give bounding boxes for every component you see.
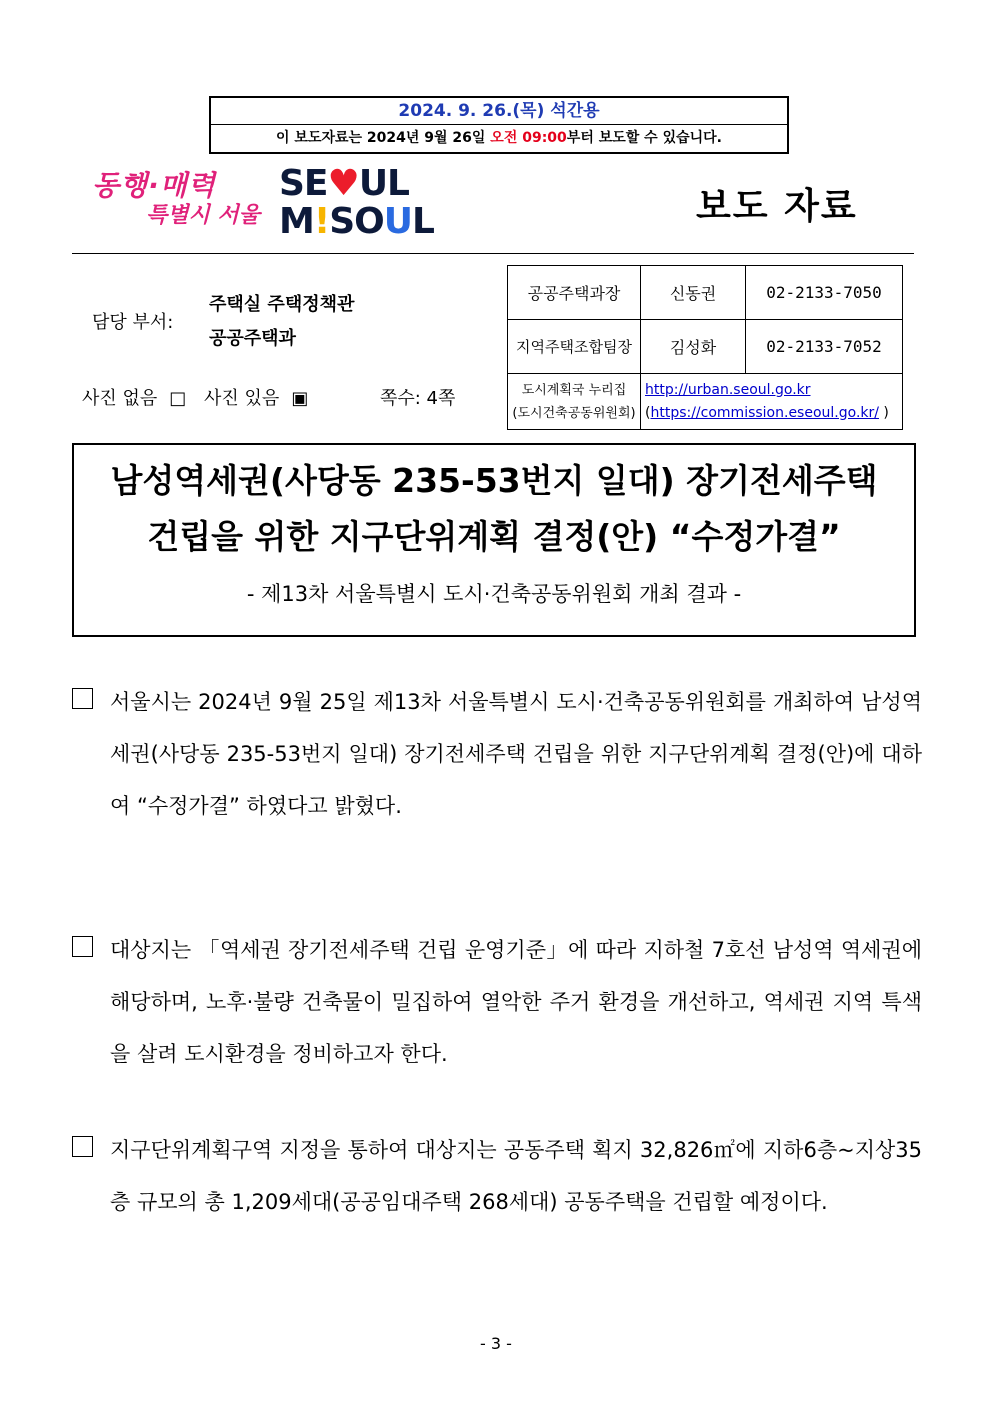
portal-role-line2: (도시건축공동위원회) [512,405,636,421]
department-names [209,288,354,356]
portal-role-line1: 도시계획국 누리집 [521,382,627,398]
portal-links [641,374,903,430]
bullet-box-icon [72,1136,93,1157]
paren-open: ( [645,404,651,421]
seoul-logo-ul: UL [358,163,409,204]
department-line2: 공공주택과 [209,328,296,349]
contact-role: 지역주택조합팀장 [508,320,641,374]
header-divider [72,253,914,254]
photo-yes-label: 사진 있음 [204,388,280,409]
photo-none-label: 사진 없음 [82,388,158,409]
department-line1: 주택실 주택정책관 [209,294,355,315]
seoul-logo-line1 [279,163,409,204]
heart-icon: ♥ [327,163,359,204]
seoul-logo-so: SO [329,201,384,242]
contact-phone: 02-2133-7050 [746,266,903,320]
department-label: 담당 부서: [92,312,174,333]
empty-checkbox-icon: □ [169,388,187,409]
bullet-box-icon [72,688,93,709]
notice-suffix: 부터 보도할 수 있습니다. [566,130,722,146]
exclamation-icon: ! [313,201,330,242]
page-number: - 3 - [480,1334,512,1353]
embargo-notice [211,125,787,151]
seoul-my-soul-logo [279,163,434,245]
portal-row [508,374,903,430]
paragraph [72,676,922,832]
commission-site-link[interactable]: https://commission.eseoul.go.kr/ [650,404,879,421]
notice-prefix: 이 보도자료는 2024년 9월 26일 [276,130,491,146]
headline-line2: 건립을 위한 지구단위계획 결정(안) “수정가결” [147,517,841,556]
headline-line1: 남성역세권(사당동 235-53번지 일대) 장기전세주택 [110,461,878,500]
contact-row [508,266,903,320]
checked-checkbox-icon: ▣ [291,388,309,409]
seoul-logo-l: L [412,201,434,242]
contact-phone: 02-2133-7052 [746,320,903,374]
slogan-line1: 동행·매력 [92,169,216,202]
paragraph-text: 지구단위계획구역 지정을 통하여 대상지는 공동주택 획지 32,826㎡에 지하6층~지상35층 규모의 총 1,209세대(공공임대주택 268세대) 공동주택을 건립할 예정이다. [110,1138,922,1214]
contact-role: 공공주택과장 [508,266,641,320]
headline-box [72,443,916,637]
paragraph [72,1124,922,1228]
portal-role [508,374,641,430]
headline-subtitle: - 제13차 서울특별시 도시·건축공동위원회 개최 결과 - [246,582,742,606]
seoul-logo-u: U [383,201,413,242]
contact-name: 신동권 [641,266,746,320]
embargo-box [209,96,789,154]
urban-site-link[interactable]: http://urban.seoul.go.kr [645,381,811,398]
paragraph-text: 서울시는 2024년 9월 25일 제13차 서울특별시 도시·건축공동위원회를 개최하여 남성역세권(사당동 235-53번지 일대) 장기전세주택 건립을 위한 지구단위계획 결정(안)에 대하여 “수정가결” 하였다고 밝혔다. [110,690,922,818]
paragraph-text: 대상지는 「역세권 장기전세주택 건립 운영기준」에 따라 지하철 7호선 남성역 역세권에 해당하며, 노후·불량 건축물이 밀집하여 열악한 주거 환경을 개선하고, 역세권 지역 특색을 살려 도시환경을 정비하고자 한다. [110,938,922,1066]
notice-time: 오전 09:00 [490,130,567,146]
seoul-logo-line2 [279,201,434,242]
contact-name: 김성화 [641,320,746,374]
contacts-table [507,265,903,430]
press-release-title: 보도 자료 [696,186,858,227]
contact-row [508,320,903,374]
bullet-box-icon [72,936,93,957]
page-count: 쪽수: 4쪽 [380,388,456,409]
paragraph [72,924,922,1080]
slogan-line2: 특별시 서울 [146,203,260,228]
paren-close: ) [878,404,889,421]
embargo-date: 2024. 9. 26.(목) 석간용 [211,98,787,125]
seoul-logo-se: SE [279,163,328,204]
photo-status [82,384,320,410]
seoul-logo-m: M [279,201,314,242]
slogan-logo [92,170,262,240]
